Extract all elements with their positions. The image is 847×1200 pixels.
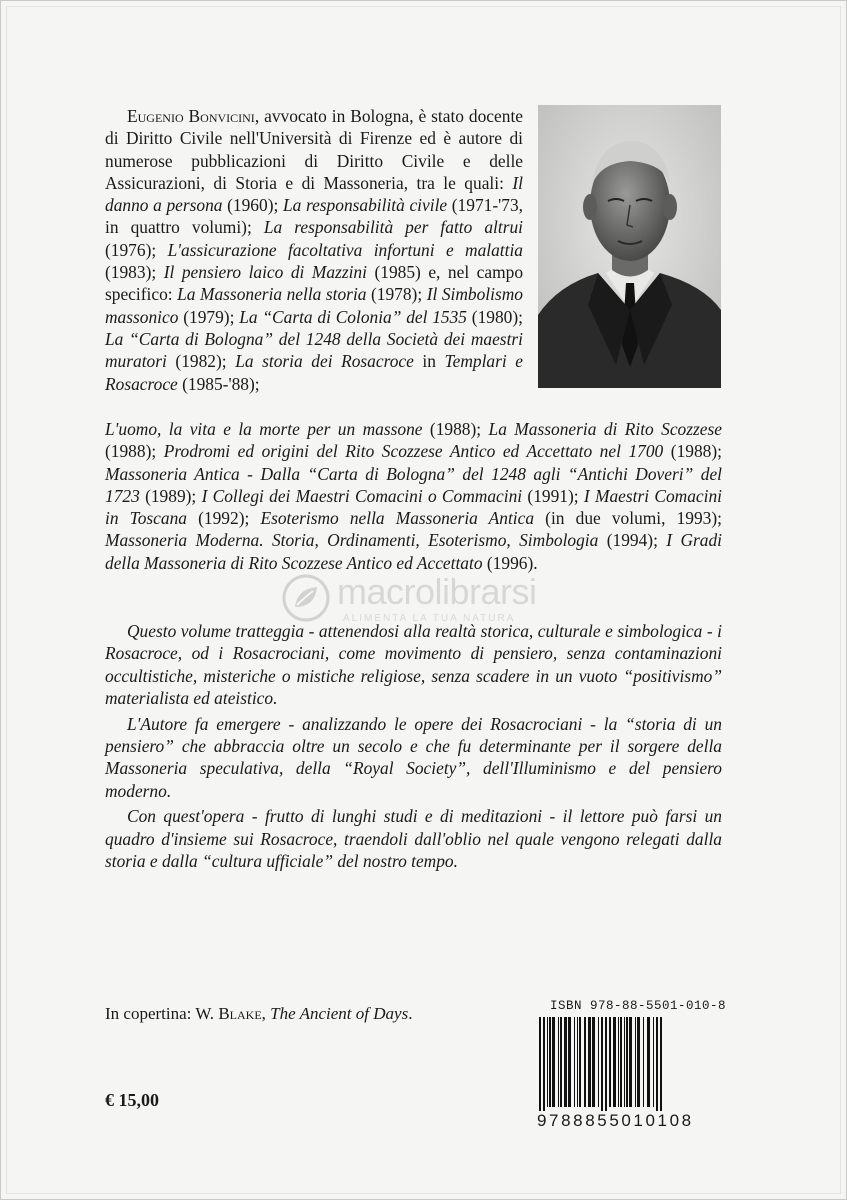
barcode-bar <box>653 1017 654 1107</box>
barcode-bar <box>558 1017 559 1107</box>
barcode-bar <box>629 1017 632 1107</box>
barcode-bar <box>592 1017 595 1107</box>
bio-text: (1994); <box>598 530 667 551</box>
author-bio <box>105 105 523 395</box>
publication-title: I Collegi dei Maestri Comacini o Commacini <box>201 485 523 506</box>
bio-text: (1976); <box>105 239 168 260</box>
barcode-bar <box>605 1017 607 1115</box>
barcode-bar <box>560 1017 562 1107</box>
barcode-icon <box>537 1017 725 1115</box>
publication-title: Massoneria Moderna. Storia, Ordinamenti, Esoterismo, Simbologia <box>105 530 599 551</box>
publication-title: La storia dei Rosacroce <box>235 351 414 372</box>
description-paragraph: Questo volume tratteggia - attenendosi alla realtà storica, culturale e simbologica - i Rosacroce, od i Rosacrociani, come movimento di pensiero, senza contaminazioni occultistiche, misteriche o mistiche religiose, senza scadere in un vuoto “positivismo” materialista ed ateistico. <box>105 621 722 709</box>
author-bio-text <box>105 106 523 394</box>
book-description <box>105 620 722 875</box>
price: € 15,00 <box>105 1090 159 1110</box>
barcode-bar <box>577 1017 578 1107</box>
barcode-bar <box>552 1017 555 1107</box>
barcode-bar <box>539 1017 541 1115</box>
barcode-bar <box>601 1017 603 1115</box>
barcode-bar <box>643 1017 644 1107</box>
bio-text: (1978); <box>366 284 427 305</box>
barcode-bar <box>588 1017 591 1107</box>
publication-title: La “Carta di Colonia” del 1535 <box>239 306 468 327</box>
publication-title: I Maestri Comacini in Toscana <box>105 485 722 529</box>
bio-text: (1996). <box>482 552 538 573</box>
author-name: Eugenio Bonvicini <box>127 106 255 126</box>
barcode-bar <box>609 1017 611 1107</box>
author-photo <box>538 105 721 388</box>
barcode-bar <box>598 1017 599 1107</box>
barcode-bar <box>635 1017 636 1107</box>
bio-text: (1988); <box>422 419 489 439</box>
publication-title: La responsabilità per fatto altrui <box>263 217 524 238</box>
bio-text: (1971-'73, in quattro volumi); <box>105 195 523 238</box>
cover-credit-prefix: In copertina: W. <box>105 1004 219 1023</box>
publication-title: I Gradi della Massoneria di Rito Scozzese Antico ed Accettato <box>105 530 722 573</box>
barcode-bar <box>549 1017 551 1107</box>
barcode-bar <box>613 1017 616 1107</box>
cover-artist: Blake <box>218 1004 262 1023</box>
barcode-bar <box>579 1017 581 1107</box>
publication-title: Il Simbolismo massonico <box>105 284 523 327</box>
bio-text: in <box>413 351 445 372</box>
description-paragraph: L'Autore fa emergere - analizzando le opere dei Rosacrociani - la “storia di un pensiero” che abbraccia oltre un secolo e che fu determinante per il sorgere della Massoneria speculativa, della “Royal Society”, dell'Illuminismo e del pensiero moderno. <box>105 713 722 801</box>
publication-title: La “Carta di Bologna” del 1248 della Società dei maestri muratori <box>105 328 523 372</box>
publication-title: L'assicurazione facoltativa infortuni e malattia <box>167 239 523 260</box>
isbn-label: ISBN 978-88-5501-010-8 <box>550 999 727 1013</box>
bio-text: (1980); <box>467 306 523 327</box>
bio-text: (1988); <box>105 441 164 462</box>
barcode <box>537 1017 725 1115</box>
publication-title: L'uomo, la vita e la morte per un massone <box>105 419 423 439</box>
bio-text: (1960); <box>222 195 283 216</box>
barcode-bar <box>626 1017 628 1107</box>
barcode-bar <box>564 1017 567 1107</box>
publication-title: Il pensiero laico di Mazzini <box>163 262 367 283</box>
bio-text: (1992); <box>187 508 261 529</box>
barcode-bar <box>547 1017 548 1107</box>
barcode-number: 9788855010108 <box>537 1111 727 1131</box>
barcode-bar <box>574 1017 575 1107</box>
watermark-subtext: ALIMENTA LA TUA NATURA <box>343 613 516 624</box>
bio-text: , avvocato in Bologna, è stato docente di Diritto Civile nell'Università di Firenze ed è autore di numerose pubblicazioni di Diritto Civile e delle Assicurazioni, di Storia e di Massoneria, tra le quali: <box>105 106 523 193</box>
bio-text: (1985) e, nel campo specifico: <box>105 262 524 305</box>
bio-text: (1983); <box>105 262 164 283</box>
publication-title: Esoterismo nella Massoneria Antica <box>260 508 535 529</box>
barcode-bar <box>543 1017 545 1115</box>
bio-text: (1985-'88); <box>177 373 260 394</box>
publication-title: La responsabilità civile <box>282 195 448 216</box>
barcode-bar <box>568 1017 571 1107</box>
publication-title: La Massoneria nella storia <box>177 284 367 305</box>
cover-credit <box>105 1004 412 1024</box>
publication-title: La Massoneria di Rito Scozzese <box>488 419 722 439</box>
cover-credit-suffix: . <box>408 1004 413 1023</box>
leaf-logo-icon <box>281 573 331 623</box>
cover-credit-separator: , <box>261 1004 271 1023</box>
publication-title: Il danno a persona <box>105 172 523 216</box>
author-portrait-icon <box>538 105 721 388</box>
barcode-bar <box>624 1017 625 1107</box>
bio-text: (1988); <box>663 441 722 462</box>
bio-text: (1979); <box>178 306 240 327</box>
bio-text: (1982); <box>166 351 236 372</box>
bio-text: (1991); <box>522 485 584 506</box>
publication-title: Templari e Rosacroce <box>105 351 523 394</box>
barcode-bar <box>656 1017 658 1115</box>
barcode-bar <box>620 1017 622 1107</box>
barcode-bar <box>647 1017 650 1107</box>
author-bio-continued <box>105 418 722 574</box>
publication-title: Massoneria Antica - Dalla “Carta di Bologna” del 1248 agli “Antichi Doveri” del 1723 <box>105 463 722 506</box>
description-paragraph: Con quest'opera - frutto di lunghi studi e di meditazioni - il lettore può farsi un quadro d'insieme sui Rosacroce, traendoli dall'oblio nel quale vengono relegati dalla storia e dalla “cultura ufficiale” del nostro tempo. <box>105 806 722 872</box>
publisher-watermark <box>281 567 581 627</box>
barcode-bar <box>618 1017 619 1107</box>
publication-title: Prodromi ed origini del Rito Scozzese Antico ed Accettato nel 1700 <box>163 441 664 462</box>
barcode-bar <box>637 1017 640 1107</box>
bio-text: (in due volumi, 1993); <box>534 508 723 529</box>
cover-artwork-title: The Ancient of Days <box>270 1004 409 1023</box>
barcode-bar <box>660 1017 662 1115</box>
watermark-text: macrolibrarsi <box>337 571 537 612</box>
bio-text: (1989); <box>139 485 202 506</box>
barcode-bar <box>584 1017 586 1107</box>
